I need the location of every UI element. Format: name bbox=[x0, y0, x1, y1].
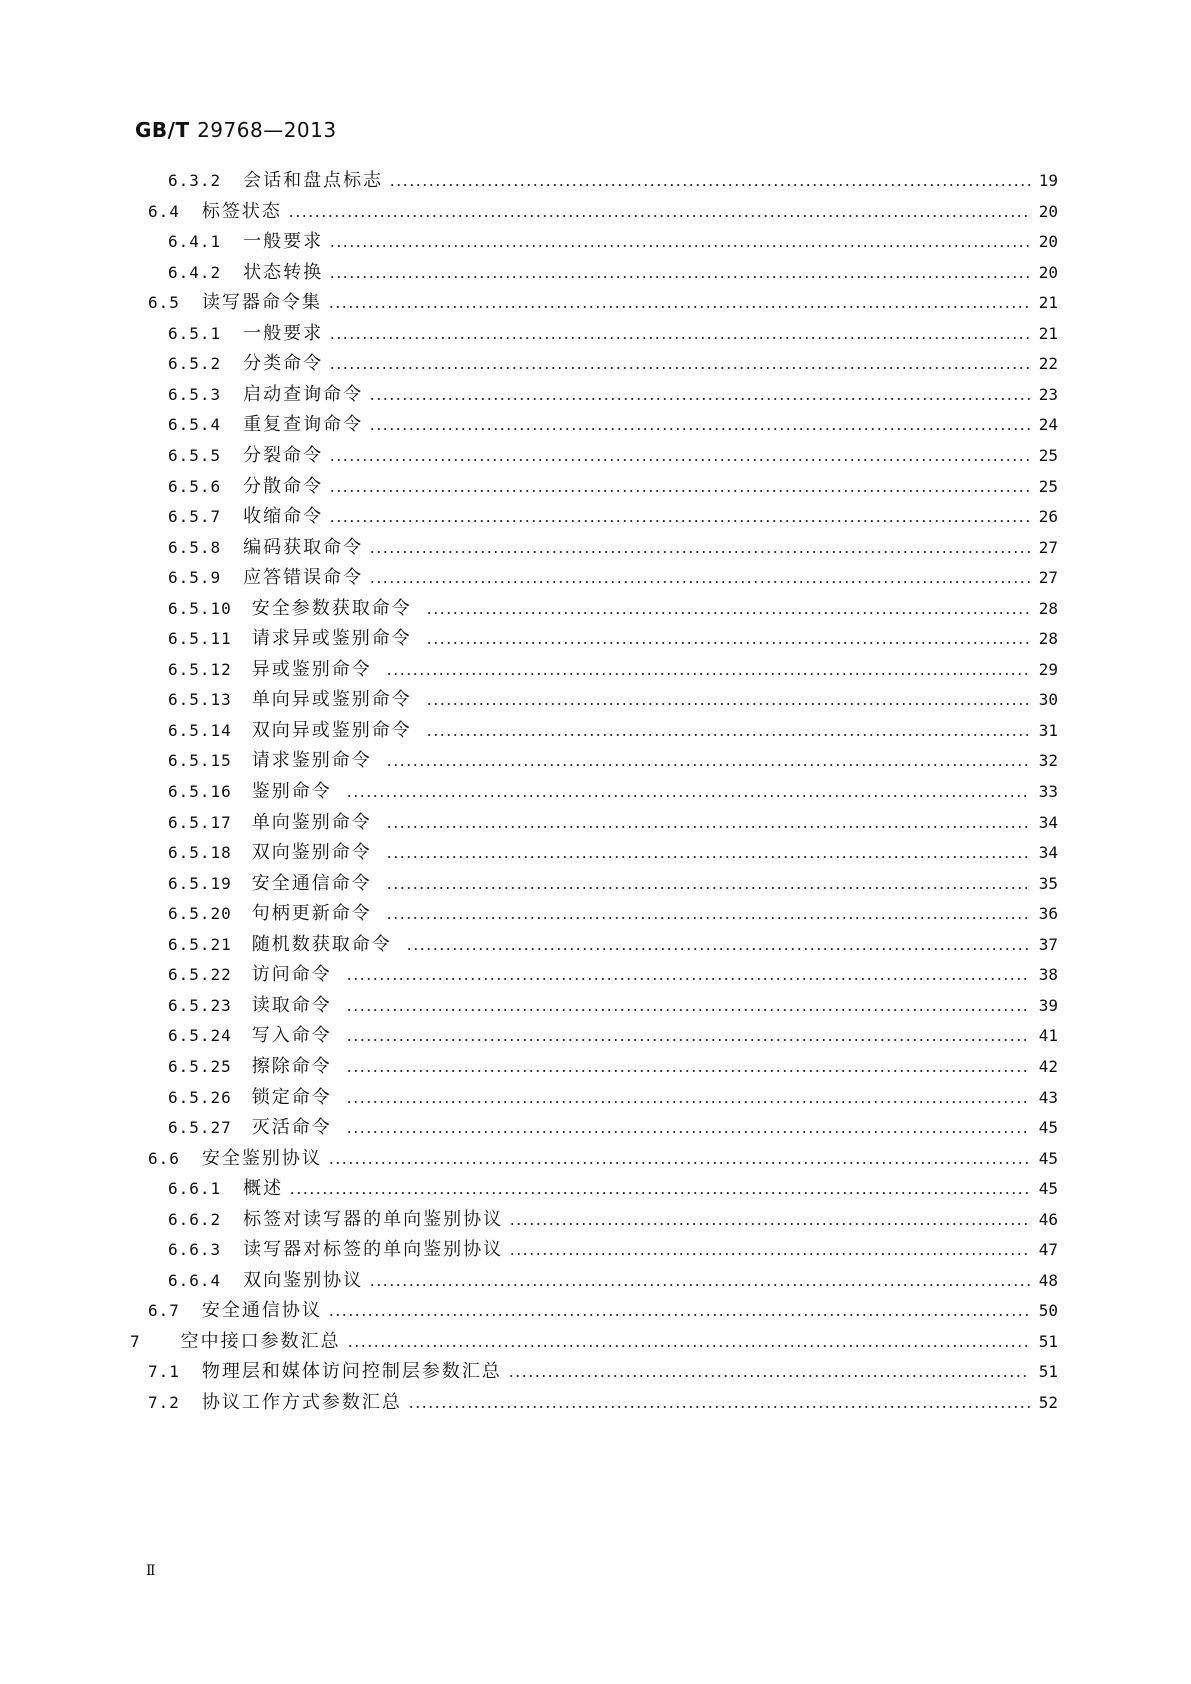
toc-leader-dots bbox=[346, 1083, 1030, 1113]
toc-leader-dots bbox=[386, 899, 1030, 929]
toc-entry[interactable] bbox=[168, 899, 1058, 929]
toc-entry-number: 6.4.2 bbox=[168, 262, 222, 282]
toc-entry-title: 收缩命令 bbox=[243, 506, 324, 528]
toc-entry-number: 6.5.11 bbox=[168, 629, 232, 649]
toc-entry-page: 36 bbox=[1038, 904, 1058, 924]
toc-entry-number: 6.5.23 bbox=[168, 995, 232, 1015]
toc-entry-page: 34 bbox=[1038, 812, 1058, 832]
toc-entry-title: 双向鉴别命令 bbox=[251, 842, 372, 864]
toc-leader-dots bbox=[328, 288, 1030, 318]
toc-entry-title: 物理层和媒体访问控制层参数汇总 bbox=[201, 1361, 502, 1383]
toc-entry-title: 状态转换 bbox=[243, 261, 324, 283]
toc-leader-dots bbox=[369, 380, 1030, 410]
toc-entry-number: 6.5.17 bbox=[168, 812, 232, 832]
toc-entry[interactable] bbox=[168, 838, 1058, 868]
toc-entry-title: 随机数获取命令 bbox=[251, 933, 392, 955]
toc-entry-number: 6.5.14 bbox=[168, 720, 232, 740]
toc-entry-number: 6.5.27 bbox=[168, 1118, 232, 1138]
toc-entry-number: 6.5.4 bbox=[168, 415, 222, 435]
toc-leader-dots bbox=[346, 777, 1030, 807]
toc-entry-page: 48 bbox=[1038, 1270, 1058, 1290]
toc-entry-title: 双向鉴别协议 bbox=[243, 1269, 364, 1291]
toc-entry-number: 6.5.16 bbox=[168, 782, 232, 801]
toc-entry-title: 读写器命令集 bbox=[201, 292, 322, 314]
toc-entry-title: 擦除命令 bbox=[251, 1055, 332, 1077]
toc-entry[interactable] bbox=[168, 1205, 1058, 1235]
toc-entry[interactable] bbox=[168, 746, 1058, 776]
toc-entry-number: 6.5.7 bbox=[168, 507, 222, 527]
toc-entry-page: 51 bbox=[1038, 1362, 1058, 1382]
toc-entry-title: 锁定命令 bbox=[251, 1086, 332, 1108]
toc-entry-number: 6.5.8 bbox=[168, 537, 222, 557]
toc-entry-number: 6.4 bbox=[148, 201, 180, 221]
standard-number: 29768—2013 bbox=[197, 118, 337, 142]
toc-entry-page: 21 bbox=[1038, 293, 1058, 313]
toc-entry[interactable] bbox=[168, 441, 1058, 471]
toc-entry-title: 一般要求 bbox=[243, 231, 324, 253]
toc-entry-page: 32 bbox=[1038, 751, 1058, 771]
toc-entry-title: 会话和盘点标志 bbox=[243, 170, 384, 191]
toc-entry[interactable] bbox=[168, 1235, 1058, 1265]
toc-entry-number: 6.3.2 bbox=[168, 171, 222, 190]
toc-entry[interactable] bbox=[168, 533, 1058, 563]
toc-entry[interactable] bbox=[168, 1113, 1058, 1143]
toc-entry[interactable] bbox=[168, 563, 1058, 593]
toc-entry-number: 6.6.1 bbox=[168, 1179, 222, 1199]
toc-entry-number: 6.6.3 bbox=[168, 1240, 222, 1260]
toc-entry[interactable] bbox=[168, 594, 1058, 624]
toc-entry-title: 安全通信协议 bbox=[201, 1300, 322, 1322]
toc-entry[interactable] bbox=[148, 1357, 1058, 1387]
toc-entry-number: 6.5.21 bbox=[168, 934, 232, 954]
toc-entry-page: 45 bbox=[1038, 1118, 1058, 1138]
toc-entry-page: 22 bbox=[1038, 354, 1058, 374]
toc-entry-page: 27 bbox=[1038, 568, 1058, 588]
toc-entry-title: 鉴别命令 bbox=[251, 781, 332, 802]
toc-entry-page: 43 bbox=[1038, 1087, 1058, 1107]
toc-leader-dots bbox=[426, 594, 1030, 624]
toc-entry-title: 协议工作方式参数汇总 bbox=[201, 1392, 402, 1413]
toc-entry-page: 31 bbox=[1038, 720, 1058, 740]
toc-entry-page: 24 bbox=[1038, 415, 1058, 435]
toc-entry-number: 7.1 bbox=[148, 1362, 180, 1382]
toc-entry-page: 26 bbox=[1038, 507, 1058, 527]
toc-entry[interactable] bbox=[168, 869, 1058, 899]
toc-entry-title: 启动查询命令 bbox=[243, 383, 364, 405]
document-code bbox=[135, 118, 337, 142]
toc-entry[interactable] bbox=[168, 380, 1058, 410]
toc-entry-title: 分类命令 bbox=[243, 353, 324, 375]
toc-leader-dots bbox=[386, 869, 1030, 899]
toc-leader-dots bbox=[328, 1144, 1030, 1174]
toc-leader-dots bbox=[329, 472, 1030, 502]
toc-entry-page: 25 bbox=[1038, 445, 1058, 465]
toc-leader-dots bbox=[346, 1113, 1030, 1143]
toc-entry-number: 6.5.22 bbox=[168, 965, 232, 985]
toc-entry-title: 读取命令 bbox=[251, 994, 332, 1016]
toc-entry-page: 21 bbox=[1038, 323, 1058, 343]
toc-leader-dots bbox=[369, 563, 1030, 593]
toc-entry-number: 6.5.25 bbox=[168, 1056, 232, 1076]
toc-entry-page: 20 bbox=[1038, 201, 1058, 221]
toc-entry-number: 6.5.20 bbox=[168, 904, 232, 924]
toc-entry-title: 分裂命令 bbox=[243, 444, 324, 466]
toc-entry-number: 6.5.24 bbox=[168, 1026, 232, 1046]
toc-entry-page: 33 bbox=[1038, 782, 1058, 801]
toc-leader-dots bbox=[386, 746, 1030, 776]
toc-entry-title: 写入命令 bbox=[251, 1025, 332, 1047]
toc-entry-title: 双向异或鉴别命令 bbox=[251, 719, 412, 741]
toc-leader-dots bbox=[346, 1021, 1030, 1051]
toc-entry-page: 38 bbox=[1038, 965, 1058, 985]
toc-leader-dots bbox=[408, 1388, 1030, 1418]
toc-leader-dots bbox=[329, 319, 1030, 349]
toc-entry[interactable] bbox=[168, 716, 1058, 746]
toc-entry-title: 请求鉴别命令 bbox=[251, 750, 372, 772]
toc-leader-dots bbox=[386, 838, 1030, 868]
toc-entry-title: 一般要求 bbox=[243, 322, 324, 344]
toc-entry[interactable] bbox=[148, 197, 1058, 227]
toc-entry-title: 读写器对标签的单向鉴别协议 bbox=[243, 1239, 504, 1261]
toc-entry-page: 28 bbox=[1038, 629, 1058, 649]
toc-entry[interactable] bbox=[168, 1174, 1058, 1204]
toc-leader-dots bbox=[426, 716, 1030, 746]
toc-entry-page: 45 bbox=[1038, 1179, 1058, 1199]
toc-entry-number: 6.5 bbox=[148, 293, 180, 313]
toc-entry[interactable] bbox=[168, 930, 1058, 960]
toc-entry-number: 7 bbox=[130, 1331, 141, 1351]
toc-entry[interactable] bbox=[168, 1021, 1058, 1051]
toc-entry-page: 23 bbox=[1038, 384, 1058, 404]
toc-entry-page: 51 bbox=[1038, 1331, 1058, 1351]
page-number: Ⅱ bbox=[146, 1563, 155, 1579]
toc-entry-page: 30 bbox=[1038, 690, 1058, 710]
toc-entry-title: 安全参数获取命令 bbox=[251, 597, 412, 619]
toc-entry-number: 6.5.2 bbox=[168, 354, 222, 374]
toc-entry-number: 6.5.26 bbox=[168, 1087, 232, 1107]
toc-entry-page: 27 bbox=[1038, 537, 1058, 557]
standard-prefix: GB/T bbox=[135, 118, 190, 142]
toc-entry-number: 6.4.1 bbox=[168, 232, 222, 252]
toc-entry[interactable] bbox=[168, 655, 1058, 685]
toc-leader-dots bbox=[386, 808, 1030, 838]
toc-leader-dots bbox=[329, 349, 1030, 379]
toc-entry[interactable] bbox=[168, 502, 1058, 532]
toc-leader-dots bbox=[329, 227, 1030, 257]
toc-entry-number: 6.5.6 bbox=[168, 476, 222, 496]
toc-entry-page: 37 bbox=[1038, 934, 1058, 954]
toc-entry-page: 50 bbox=[1038, 1301, 1058, 1321]
toc-entry-title: 句柄更新命令 bbox=[251, 903, 372, 925]
toc-entry[interactable] bbox=[148, 1296, 1058, 1326]
toc-leader-dots bbox=[346, 960, 1030, 990]
toc-entry-number: 6.5.10 bbox=[168, 598, 232, 618]
toc-entry-number: 6.5.3 bbox=[168, 384, 222, 404]
toc-entry[interactable] bbox=[148, 288, 1058, 318]
toc-entry-title: 重复查询命令 bbox=[243, 414, 364, 436]
toc-entry-page: 20 bbox=[1038, 232, 1058, 252]
toc-entry-number: 6.5.19 bbox=[168, 873, 232, 893]
toc-leader-dots bbox=[509, 1235, 1030, 1265]
toc-entry-page: 34 bbox=[1038, 843, 1058, 863]
toc-entry-title: 分散命令 bbox=[243, 475, 324, 497]
toc-leader-dots bbox=[426, 624, 1030, 654]
toc-leader-dots bbox=[369, 1266, 1030, 1296]
toc-entry-page: 35 bbox=[1038, 873, 1058, 893]
toc-leader-dots bbox=[347, 1327, 1030, 1357]
toc-leader-dots bbox=[508, 1357, 1030, 1387]
toc-entry-page: 28 bbox=[1038, 598, 1058, 618]
toc-entry[interactable] bbox=[148, 1144, 1058, 1174]
toc-entry-title: 安全鉴别协议 bbox=[201, 1147, 322, 1169]
toc-entry-title: 空中接口参数汇总 bbox=[180, 1330, 341, 1352]
toc-leader-dots bbox=[389, 166, 1030, 196]
toc-entry[interactable] bbox=[168, 685, 1058, 715]
toc-entry-page: 39 bbox=[1038, 995, 1058, 1015]
toc-entry-page: 19 bbox=[1038, 171, 1058, 190]
toc-entry-page: 45 bbox=[1038, 1148, 1058, 1168]
toc-entry-number: 6.6.2 bbox=[168, 1209, 222, 1229]
toc-entry-title: 异或鉴别命令 bbox=[251, 658, 372, 680]
toc-entry-title: 访问命令 bbox=[251, 964, 332, 986]
toc-entry-title: 标签对读写器的单向鉴别协议 bbox=[243, 1208, 504, 1230]
toc-entry-number: 6.5.9 bbox=[168, 568, 222, 588]
toc-entry-number: 7.2 bbox=[148, 1393, 180, 1412]
toc-entry-title: 单向鉴别命令 bbox=[251, 811, 372, 833]
toc-leader-dots bbox=[329, 502, 1030, 532]
toc-entry-page: 47 bbox=[1038, 1240, 1058, 1260]
toc-entry-title: 标签状态 bbox=[201, 200, 282, 222]
toc-entry[interactable] bbox=[168, 1266, 1058, 1296]
toc-entry-page: 46 bbox=[1038, 1209, 1058, 1229]
toc-entry-number: 6.5.18 bbox=[168, 843, 232, 863]
toc-entry-title: 灭活命令 bbox=[251, 1117, 332, 1139]
toc-entry[interactable] bbox=[168, 349, 1058, 379]
toc-entry-page: 25 bbox=[1038, 476, 1058, 496]
toc-entry-number: 6.6.4 bbox=[168, 1270, 222, 1290]
toc-entry[interactable] bbox=[168, 472, 1058, 502]
toc-entry[interactable] bbox=[168, 808, 1058, 838]
toc-entry-page: 42 bbox=[1038, 1056, 1058, 1076]
toc-leader-dots bbox=[346, 1052, 1030, 1082]
toc-leader-dots bbox=[329, 258, 1030, 288]
toc-entry-number: 6.5.1 bbox=[168, 323, 222, 343]
toc-entry-page: 52 bbox=[1038, 1393, 1058, 1412]
toc-entry-title: 单向异或鉴别命令 bbox=[251, 689, 412, 711]
toc-entry-number: 6.5.13 bbox=[168, 690, 232, 710]
toc-entry-title: 应答错误命令 bbox=[243, 567, 364, 589]
toc-leader-dots bbox=[406, 930, 1030, 960]
toc-entry-title: 请求异或鉴别命令 bbox=[251, 628, 412, 650]
toc-entry[interactable] bbox=[168, 410, 1058, 440]
toc-entry-title: 安全通信命令 bbox=[251, 872, 372, 894]
toc-entry[interactable] bbox=[168, 1083, 1058, 1113]
toc-entry[interactable] bbox=[168, 960, 1058, 990]
toc-entry-title: 概述 bbox=[243, 1178, 284, 1200]
toc-entry-number: 6.5.12 bbox=[168, 659, 232, 679]
toc-entry[interactable] bbox=[168, 991, 1058, 1021]
toc-entry-page: 29 bbox=[1038, 659, 1058, 679]
toc-leader-dots bbox=[328, 1296, 1030, 1326]
toc-entry[interactable] bbox=[130, 1327, 1058, 1357]
toc-entry-page: 41 bbox=[1038, 1026, 1058, 1046]
toc-leader-dots bbox=[346, 991, 1030, 1021]
toc-leader-dots bbox=[386, 655, 1030, 685]
toc-entry[interactable] bbox=[148, 1388, 1058, 1418]
toc-entry-number: 6.6 bbox=[148, 1148, 180, 1168]
toc-entry[interactable] bbox=[168, 1052, 1058, 1082]
toc-entry-number: 6.7 bbox=[148, 1301, 180, 1321]
toc-entry[interactable] bbox=[168, 319, 1058, 349]
toc-leader-dots bbox=[426, 685, 1030, 715]
toc-entry-number: 6.5.15 bbox=[168, 751, 232, 771]
toc-leader-dots bbox=[288, 197, 1030, 227]
toc-leader-dots bbox=[509, 1205, 1030, 1235]
toc-leader-dots bbox=[369, 410, 1030, 440]
toc-leader-dots bbox=[369, 533, 1030, 563]
toc-entry-number: 6.5.5 bbox=[168, 445, 222, 465]
toc-entry[interactable] bbox=[168, 258, 1058, 288]
toc-leader-dots bbox=[329, 441, 1030, 471]
toc-entry-page: 20 bbox=[1038, 262, 1058, 282]
toc-entry[interactable] bbox=[168, 624, 1058, 654]
toc-entry[interactable] bbox=[168, 227, 1058, 257]
toc-entry[interactable] bbox=[168, 777, 1058, 807]
toc-entry-title: 编码获取命令 bbox=[243, 536, 364, 558]
toc-leader-dots bbox=[289, 1174, 1030, 1204]
toc-entry[interactable] bbox=[168, 166, 1058, 196]
